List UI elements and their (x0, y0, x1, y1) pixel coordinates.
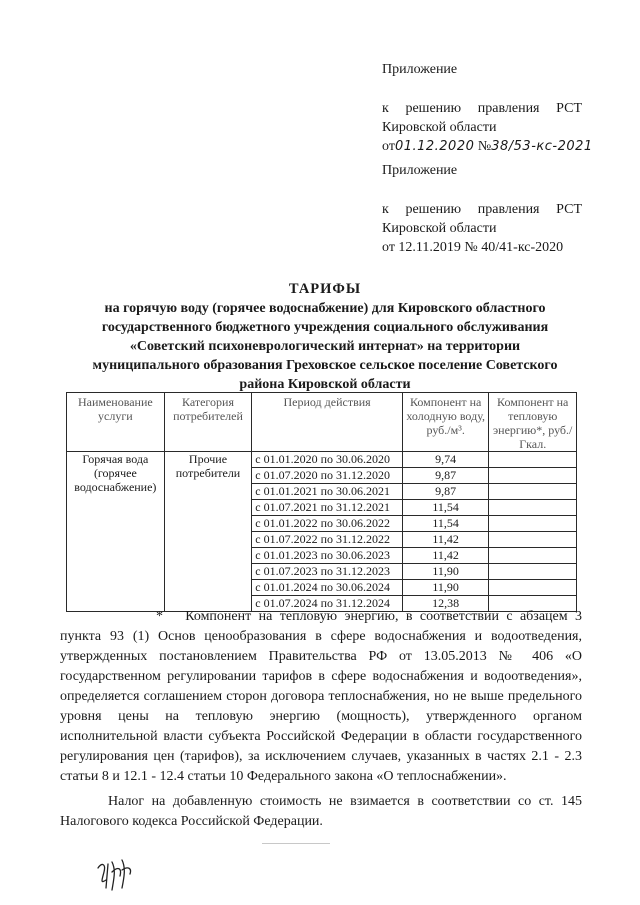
annex-block-previous (382, 161, 582, 257)
cold-value-cell: 11,42 (402, 532, 489, 548)
cold-value-cell: 11,54 (402, 500, 489, 516)
header-period: Период действия (252, 393, 403, 452)
title-heading: ТАРИФЫ (288, 281, 362, 297)
heat-value-cell (489, 484, 577, 500)
annex-decision-line: к решению правления РСТ (382, 202, 582, 217)
period-cell: с 01.01.2023 по 30.06.2023 (252, 548, 403, 564)
period-cell: с 01.01.2021 по 30.06.2021 (252, 484, 403, 500)
service-name: Горячая вода (горячее водоснабжение) (67, 452, 165, 612)
header-heat-component: Компонент на тепловую энергию*, руб./Гкал. (489, 393, 577, 452)
annex-title: Приложение (382, 62, 458, 77)
period-cell: с 01.07.2020 по 31.12.2020 (252, 468, 403, 484)
period-cell: с 01.07.2021 по 31.12.2021 (252, 500, 403, 516)
title-line: района Кировской области (239, 377, 411, 392)
heat-value-cell (489, 564, 577, 580)
heat-value-cell (489, 500, 577, 516)
title-line: муниципального образования Греховское сельское поселение Советского (92, 358, 558, 373)
cold-value-cell: 11,90 (402, 564, 489, 580)
cold-value-cell: 12,38 (402, 596, 489, 612)
cold-value-cell: 11,42 (402, 548, 489, 564)
footnote-paragraph (60, 607, 582, 787)
period-cell: с 01.01.2022 по 30.06.2022 (252, 516, 403, 532)
annex-decision-line: к решению правления РСТ (382, 101, 582, 116)
heat-value-cell (489, 548, 577, 564)
annex-block-current (382, 60, 593, 156)
title-line: «Советский психоневрологический интернат» на территории (129, 339, 521, 354)
vat-paragraph: Налог на добавленную стоимость не взимается в соответствии со ст. 145 Налогового кодекса Российской Федерации. (60, 794, 582, 829)
consumer-category: Прочие потребители (164, 452, 252, 612)
annex-title: Приложение (382, 163, 458, 178)
separator-line (262, 843, 330, 844)
title-line: государственного бюджетного учреждения социального обслуживания (101, 320, 549, 335)
period-cell: с 01.07.2024 по 31.12.2024 (252, 596, 403, 612)
annex-region-line: Кировской области (382, 120, 497, 135)
title-line: на горячую воду (горячее водоснабжение) для Кировского областного (104, 301, 546, 316)
heat-value-cell (489, 452, 577, 468)
number-prefix: № (477, 139, 492, 154)
footnote-text: Компонент на тепловую энергию, в соответствии с абзацем 3 пункта 93 (1) Основ ценообразования в сфере водоснабжения и водоотведения, утвержденных постановлением Правительства РФ от 13.05.2013 № 406 «О государственном регулировании тарифов в сфере водоснабжения и водоотведения», определяется соглашением сторон договора теплоснабжения, но не выше предельного уровня цены на тепловую энергию (мощность), утвержденного органом исполнительной власти субъекта Российской Федерации в области государственного регулирования цен (тарифов), за исключением случаев, указанных в частях 2.1 - 2.3 статьи 8 и 12.1 - 12.4 статьи 10 Федерального закона «О теплоснабжении». (60, 609, 583, 784)
handwritten-number: 38/53-кс-2021 (491, 139, 593, 154)
header-cold-component: Компонент на холодную воду, руб./м³. (402, 393, 489, 452)
period-cell: с 01.01.2024 по 30.06.2024 (252, 580, 403, 596)
signature-mark (92, 854, 140, 894)
period-cell: с 01.01.2020 по 30.06.2020 (252, 452, 403, 468)
heat-value-cell (489, 468, 577, 484)
table-row (67, 452, 577, 468)
annex-region-line: Кировской области (382, 221, 497, 236)
document-title (60, 280, 590, 394)
handwritten-date: 01.12.2020 (394, 139, 475, 154)
heat-value-cell (489, 516, 577, 532)
cold-value-cell: 11,90 (402, 580, 489, 596)
heat-value-cell (489, 532, 577, 548)
date-prefix: от (382, 139, 395, 154)
period-cell: с 01.07.2022 по 31.12.2022 (252, 532, 403, 548)
annex-date-line (382, 137, 593, 156)
period-cell: с 01.07.2023 по 31.12.2023 (252, 564, 403, 580)
header-category: Категория потребителей (164, 393, 252, 452)
cold-value-cell: 9,87 (402, 484, 489, 500)
header-service: Наименование услуги (67, 393, 165, 452)
table-header-row (67, 393, 577, 452)
heat-value-cell (489, 580, 577, 596)
cold-value-cell: 11,54 (402, 516, 489, 532)
tariff-table (66, 392, 577, 612)
cold-value-cell: 9,87 (402, 468, 489, 484)
footnote-mark: * (156, 609, 163, 624)
notes-section (60, 607, 582, 832)
annex-date-line: от 12.11.2019 № 40/41-кс-2020 (382, 240, 564, 255)
cold-value-cell: 9,74 (402, 452, 489, 468)
